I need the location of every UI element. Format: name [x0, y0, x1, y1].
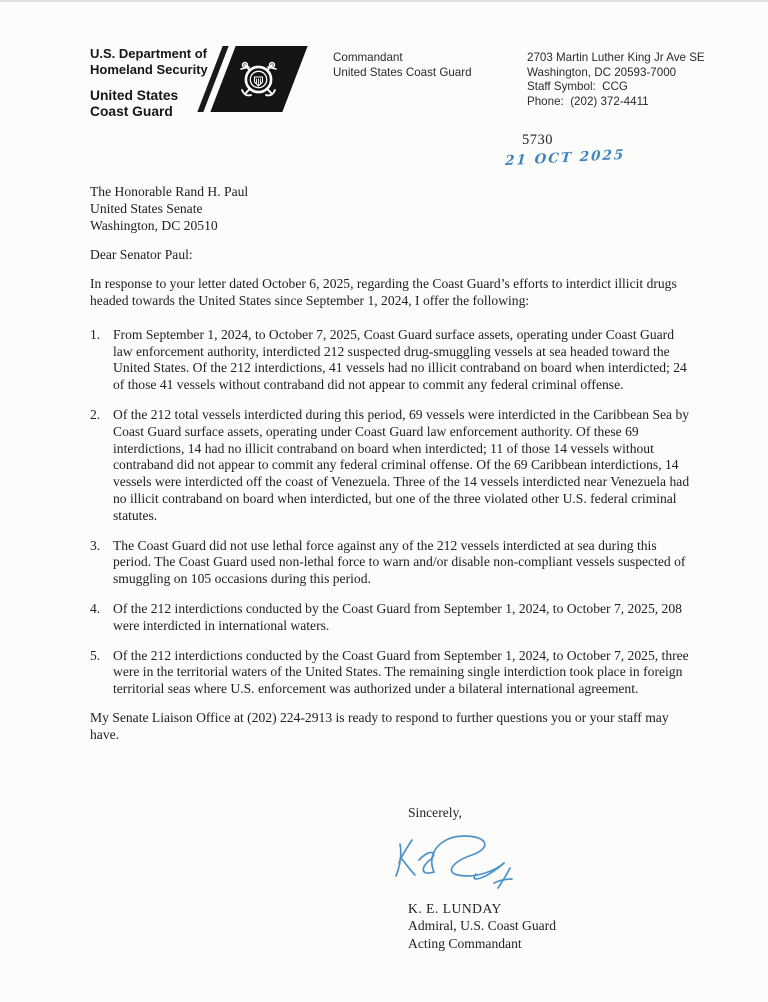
signature-block	[408, 804, 556, 952]
letterhead-agency-block	[90, 46, 208, 120]
letterhead-address-block	[527, 51, 705, 109]
item-text: Of the 212 interdictions conducted by the Coast Guard from September 1, 2024, to October 7, 2025, three were in the territorial waters of the United States. The remaining single interdiction took place in foreign territorial seas where U.S. enforcement was authorized under a bilateral international agreement.	[113, 647, 689, 697]
signer-name: K. E. LUNDAY	[408, 900, 502, 916]
item-text: From September 1, 2024, to October 7, 2025, Coast Guard surface assets, operating under Coast Guard law enforcement authority, interdicted 212 suspected drug-smuggling vessels at sea headed toward the United States. Of the 212 interdictions, 41 vessels had no illicit contraband on board when interdicted; 24 of those 41 vessels without contraband did not appear to commit any federal criminal offense.	[113, 326, 687, 393]
item-number: 2.	[90, 406, 101, 422]
list-item	[90, 327, 691, 394]
complimentary-close: Sincerely,	[408, 805, 462, 820]
salutation: Dear Senator Paul:	[90, 247, 193, 263]
office-line-2: United States Coast Guard	[333, 65, 472, 79]
recipient-city: Washington, DC 20510	[90, 217, 218, 233]
closing-paragraph: My Senate Liaison Office at (202) 224-2913 is ready to respond to further questions you or your staff may have.	[90, 709, 669, 742]
intro-paragraph: In response to your letter dated October 6, 2025, regarding the Coast Guard’s efforts to interdict illicit drugs headed towards the United States since September 1, 2024, I offer the following:	[90, 276, 677, 308]
uscg-seal-icon	[235, 56, 282, 103]
item-number: 5.	[90, 647, 101, 663]
list-item	[90, 601, 691, 635]
address-line-4: Phone: (202) 372-4411	[527, 94, 649, 108]
list-item	[90, 407, 691, 525]
letter-body	[90, 184, 691, 744]
list-item	[90, 538, 691, 588]
item-text: The Coast Guard did not use lethal force against any of the 212 vessels interdicted at sea during this period. The Coast Guard used non-lethal force to warn and/or disable non-compliant vessels suspected of smuggling on 105 occasions during this period.	[113, 537, 686, 587]
address-line-1: 2703 Martin Luther King Jr Ave SE	[527, 51, 705, 64]
file-number: 5730	[522, 132, 553, 148]
uscg-emblem	[201, 46, 301, 112]
agency-line-2: Homeland Security	[90, 62, 208, 77]
recipient-org: United States Senate	[90, 200, 203, 216]
item-number: 3.	[90, 537, 101, 553]
item-number: 4.	[90, 600, 101, 616]
numbered-list	[90, 327, 691, 698]
recipient-name: The Honorable Rand H. Paul	[90, 184, 249, 199]
signer-title-2: Acting Commandant	[408, 935, 522, 951]
address-line-2: Washington, DC 20593-7000	[527, 65, 677, 79]
signer-title-1: Admiral, U.S. Coast Guard	[408, 918, 557, 933]
office-line-1: Commandant	[333, 51, 403, 64]
item-text: Of the 212 total vessels interdicted during this period, 69 vessels were interdicted in the Caribbean Sea by Coast Guard surface assets, operating under Coast Guard law enforcement authority. Of these 69 interdictions, 14 had no illicit contraband on board when interdicted; 11 of those 14 vessels without contraband did not appear to commit any federal criminal offense. Of the 69 Caribbean interdictions, 14 vessels were interdicted off the coast of Venezuela. Three of the 14 vessels interdicted near Venezuela had no illicit contraband on board when interdicted, but one of the three violated other U.S. federal criminal statutes.	[113, 406, 690, 523]
item-text: Of the 212 interdictions conducted by the Coast Guard from September 1, 2024, to October 7, 2025, 208 were interdicted in international waters.	[113, 600, 682, 633]
list-item	[90, 648, 691, 698]
branch-line-1: United States	[90, 88, 179, 103]
item-number: 1.	[90, 326, 101, 342]
address-line-3: Staff Symbol: CCG	[527, 80, 628, 93]
signature-scribble	[392, 830, 542, 894]
letterhead-office-block	[333, 51, 472, 80]
handwritten-date: 21 OCT 2025	[504, 146, 626, 170]
agency-line-1: U.S. Department of	[90, 46, 208, 61]
branch-line-2: Coast Guard	[90, 104, 173, 119]
